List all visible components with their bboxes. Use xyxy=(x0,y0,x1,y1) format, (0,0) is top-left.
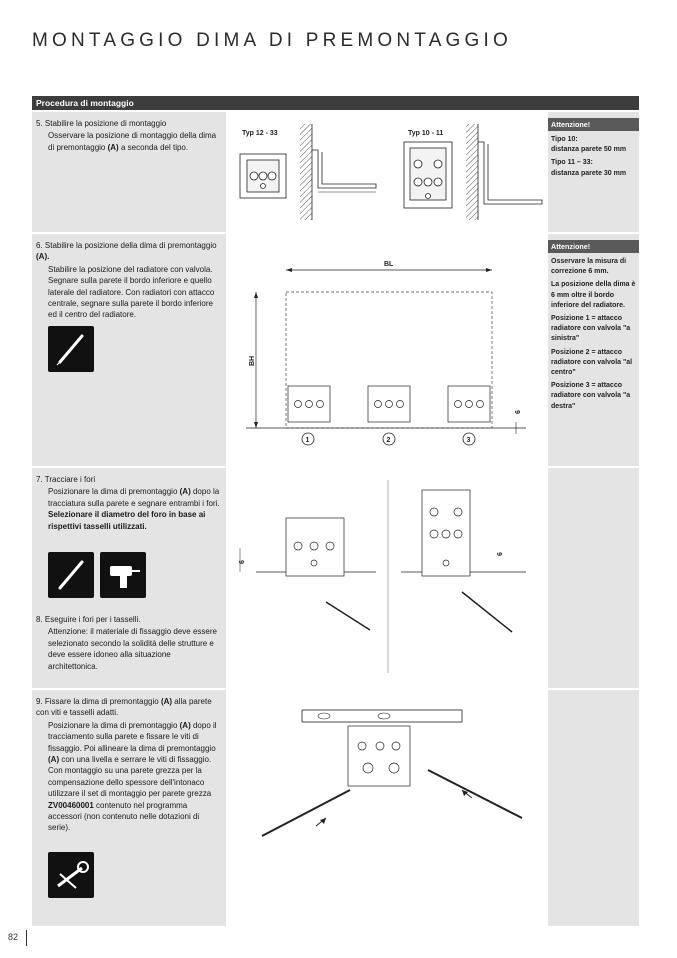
radiator-position-diagram xyxy=(226,234,548,466)
step-9-body: Posizionare la dima di premontaggio (A) dopo il tracciamento sulla parete e fissare le viti di fissaggio. Poi allineare la dima di premontaggio (A) con una livella e serrare le viti di fissaggio. Con montaggio su una parete grezza per la compensazione dello spessore dell'intonaco utilizzare il set di montaggio per parete grezza ZV00460001 contenuto nel programma accessori (non contenuto nelle dotazioni di serie). xyxy=(48,720,217,833)
step-8-body: Attenzione: il materiale di fissaggio deve essere selezionato secondo la solidità delle strutture e deve essere idoneo alla situazione architettonica. xyxy=(48,627,217,671)
template-fixing xyxy=(348,726,410,786)
template-drill-right xyxy=(422,490,470,576)
step-7-8-text xyxy=(32,468,226,688)
step-7-body: Posizionare la dima di premontaggio (A) dopo la tracciatura sulla parete e segnare entrambi i fori. Selezionare il diametro del foro in base ai rispettivi tasselli utilizzati. xyxy=(48,487,220,531)
template-right xyxy=(404,142,452,208)
step-6-text xyxy=(32,234,226,466)
attention-2-line-2: La posizione della dima è 6 mm oltre il bordo inferiore del radiatore. xyxy=(551,281,636,309)
template-pos-3 xyxy=(448,386,490,422)
attention-box-1 xyxy=(548,112,639,232)
page-number: 82 xyxy=(8,932,19,942)
attention-1-line-4: distanza parete 30 mm xyxy=(551,169,627,177)
empty-right-3 xyxy=(548,468,639,688)
six-mm-label-left: 6 xyxy=(239,560,246,564)
bh-label: BH xyxy=(249,355,256,366)
step-5-body: Osservare la posizione di montaggio della dima di premontaggio (A) a seconda del tipo. xyxy=(48,131,217,152)
bl-label: BL xyxy=(384,261,394,268)
attention-1-head: Attenzione! xyxy=(548,118,639,131)
six-mm-label: 6 xyxy=(515,410,522,414)
attention-2-head: Attenzione! xyxy=(548,240,639,253)
step-7-head: 7. Tracciare i fori xyxy=(36,475,96,484)
attention-box-2 xyxy=(548,234,639,466)
section-heading: Procedura di montaggio xyxy=(32,96,639,110)
page-number-rule xyxy=(26,930,27,946)
step-8-head: 8. Eseguire i fori per i tasselli. xyxy=(36,615,141,624)
step-9-diagram xyxy=(226,690,548,926)
pos-3-label: 3 xyxy=(466,437,471,444)
pos-1-label: 1 xyxy=(305,437,310,444)
template-pos-1 xyxy=(288,386,330,422)
page-title: MONTAGGIO DIMA DI PREMONTAGGIO xyxy=(32,30,512,51)
step-5-diagram xyxy=(226,112,548,232)
attention-1-line-1: Tipo 10: xyxy=(551,136,578,143)
attention-2-line-1: Osservare la misura di correzione 6 mm. xyxy=(551,258,627,276)
template-drill-left xyxy=(286,518,344,576)
drilling-diagram xyxy=(226,468,548,688)
row-step-9 xyxy=(32,690,639,926)
typ-right-label: Typ 10 - 11 xyxy=(408,130,444,137)
step-5-text xyxy=(32,112,226,232)
step-6-diagram xyxy=(226,234,548,466)
wall-hatch-right xyxy=(466,124,478,220)
pencil-icon xyxy=(48,326,94,372)
typ-left-label: Typ 12 - 33 xyxy=(242,130,278,137)
step-7-diagram xyxy=(226,468,548,688)
attention-1-line-3: Tipo 11 – 33: xyxy=(551,159,593,167)
step-9-text xyxy=(32,690,226,926)
drill-icon xyxy=(100,552,146,598)
pencil-icon xyxy=(48,552,94,598)
attention-2-line-5: Posizione 3 = attacco radiatore con valvola "a destra" xyxy=(551,382,631,410)
level-tool xyxy=(302,710,462,722)
step-9-head: 9. Fissare la dima di premontaggio (A) alla parete con viti e tasselli adatti. xyxy=(36,697,212,718)
step-6-head: 6. Stabilire la posizione della dima di premontaggio (A). xyxy=(36,241,217,262)
row-step-5 xyxy=(32,112,639,232)
attention-2-line-3: Posizione 1 = attacco radiatore con valvola "a sinistra" xyxy=(551,315,631,343)
six-mm-label-right: 6 xyxy=(497,552,504,556)
template-left xyxy=(240,154,286,198)
step-6-body: Stabilire la posizione del radiatore con valvola. Segnare sulla parete il bordo inferiore e quello laterale del radiatore. Con radiatori con attacco centrale, segnare sulla parete il bordo inferiore ed il centro del radiatore. xyxy=(48,264,215,320)
pos-2-label: 2 xyxy=(386,437,391,444)
attention-2-line-4: Posizione 2 = attacco radiatore con valvola "al centro" xyxy=(551,348,633,377)
wrench-icon xyxy=(48,852,94,898)
empty-right-4 xyxy=(548,690,639,926)
row-step-7-8 xyxy=(32,468,639,688)
attention-1-line-2: distanza parete 50 mm xyxy=(551,146,627,154)
fixing-diagram xyxy=(226,690,548,926)
wall-hatch-left xyxy=(300,124,312,220)
template-pos-2 xyxy=(368,386,410,422)
step-5-head: 5. Stabilire la posizione di montaggio xyxy=(36,119,167,128)
row-step-6 xyxy=(32,234,639,466)
mounting-position-diagram xyxy=(226,112,548,232)
